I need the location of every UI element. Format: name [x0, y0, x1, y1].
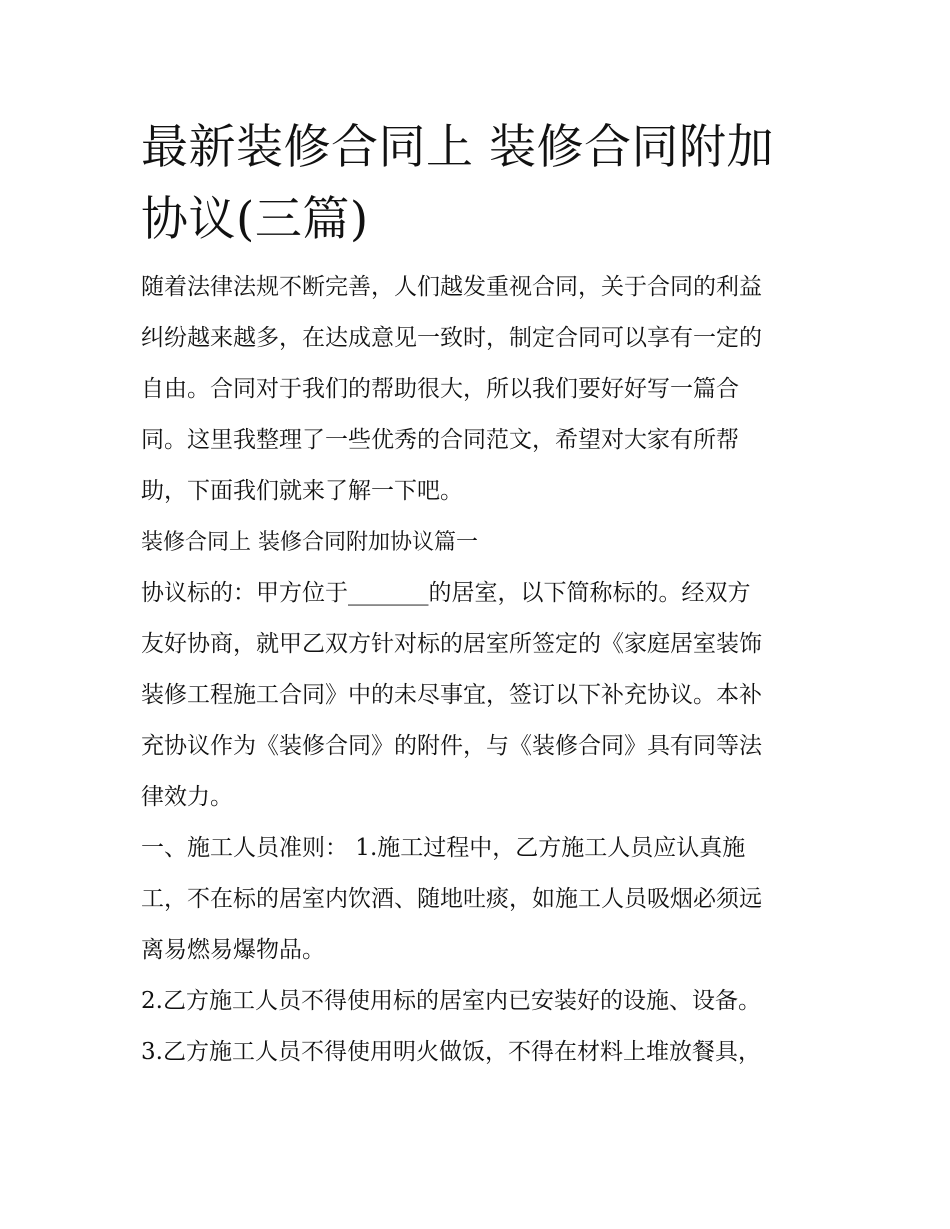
text-line: 律效力。	[141, 784, 233, 810]
intro-paragraph	[141, 262, 816, 517]
text-line: 友好协商，就甲乙双方针对标的居室所签定的《家庭居室装饰	[141, 631, 762, 657]
section-heading: 装修合同上 装修合同附加协议篇一	[141, 530, 478, 555]
title-line: 最新装修合同上 装修合同附加	[141, 120, 774, 175]
text-line: 离易燃易爆物品。	[141, 937, 325, 963]
text-line: 自由。合同对于我们的帮助很大，所以我们要好好写一篇合	[141, 376, 739, 402]
text-line: 助，下面我们就来了解一下吧。	[141, 478, 463, 504]
text-line: 3.乙方施工人员不得使用明火做饭，不得在材料上堆放餐具，	[141, 1039, 761, 1065]
text-line: 协议标的：甲方位于_______的居室，以下简称标的。经双方	[141, 580, 751, 606]
document-content	[141, 112, 816, 1078]
text-line: 工，不在标的居室内饮酒、随地吐痰，如施工人员吸烟必须远	[141, 886, 762, 912]
text-line: 充协议作为《装修合同》的附件，与《装修合同》具有同等法	[141, 733, 762, 759]
text-line: 装修工程施工合同》中的未尽事宜，签订以下补充协议。本补	[141, 682, 762, 708]
text-line: 2.乙方施工人员不得使用标的居室内已安装好的设施、设备。	[141, 988, 761, 1014]
text-line: 一、施工人员准则： 1.施工过程中，乙方施工人员应认真施	[141, 835, 746, 861]
text-line: 随着法律法规不断完善，人们越发重视合同，关于合同的利益	[141, 274, 762, 300]
text-line: 同。这里我整理了一些优秀的合同范文，希望对大家有所帮	[141, 427, 739, 453]
text-line: 纠纷越来越多，在达成意见一致时，制定合同可以享有一定的	[141, 325, 762, 351]
document-title	[141, 112, 816, 256]
body-text	[141, 568, 816, 1078]
title-line: 协议(三篇)	[141, 192, 369, 247]
